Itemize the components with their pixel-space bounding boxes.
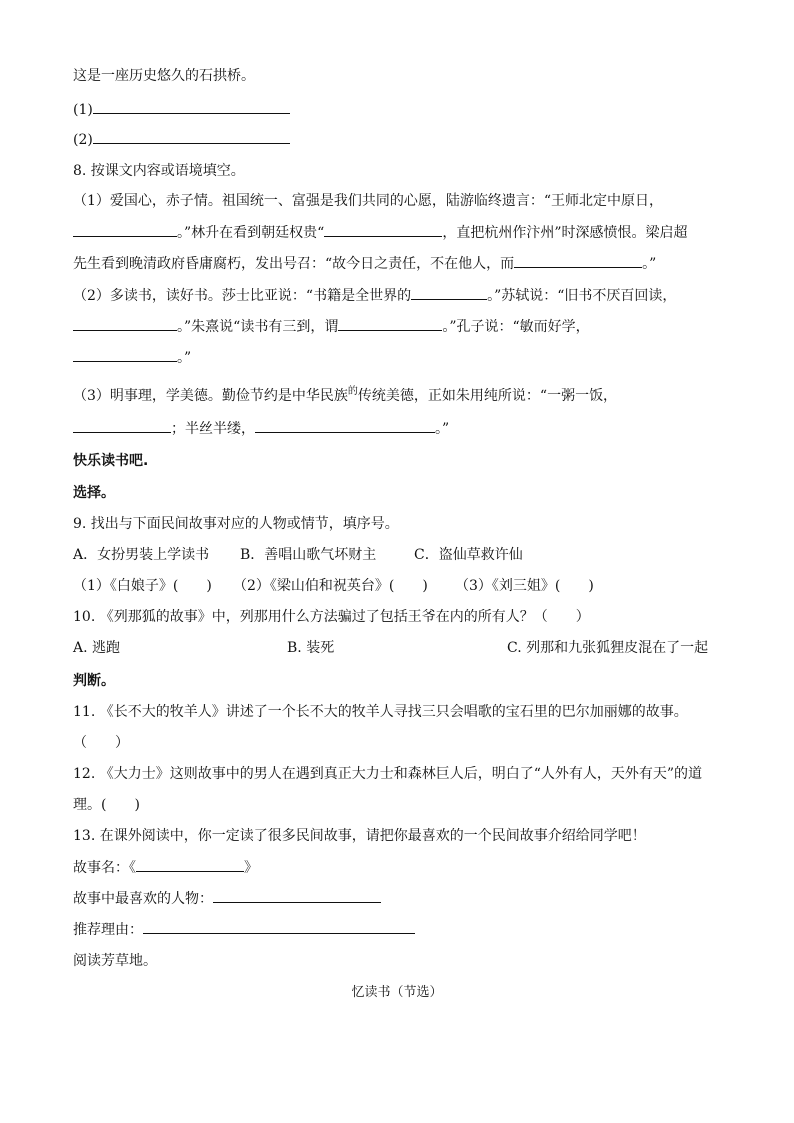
question-11-stem: 11. 《长不大的牧羊人》讲述了一个长不大的牧羊人寻找三只会唱歌的宝石里的巴尔加丽娜的故事。 — [73, 704, 688, 720]
answer-blank[interactable] — [93, 129, 290, 144]
text-span: 。”朱熹说“读书有三到，谓 — [177, 319, 339, 335]
passage-title: 忆读书（节选） — [351, 985, 443, 1000]
text-span: 故事中最喜欢的人物： — [73, 891, 213, 907]
question-8-part-1-line-2 — [73, 222, 687, 243]
story-name-line — [73, 857, 258, 878]
answer-blank[interactable] — [73, 316, 177, 331]
question-9-blank-2[interactable]: （2）《梁山伯和祝英台》( ) — [233, 578, 428, 594]
favorite-person-line — [73, 888, 381, 909]
text-span: （2）多读书，读好书。莎士比亚说：“书籍是全世界的 — [73, 288, 412, 304]
answer-blank[interactable] — [255, 418, 435, 433]
text-span: 传统美德，正如朱用纯所说：“一粥一饭， — [357, 388, 618, 404]
question-9-blank-3[interactable]: （3）《刘三姐》( ) — [455, 578, 594, 594]
text-span: 。” — [435, 421, 450, 437]
section-heading-reading: 快乐读书吧. — [73, 453, 149, 469]
answer-blank[interactable] — [324, 222, 442, 237]
reason-line — [73, 919, 415, 940]
question-12-stem: 12. 《大力士》这则故事中的男人在遇到真正大力士和森林巨人后，明白了“人外有人，天外有天”的道 — [73, 766, 703, 782]
question-8-stem: 8. 按课文内容或语境填空。 — [73, 163, 245, 179]
text-span: 的 — [347, 386, 358, 397]
answer-blank[interactable] — [514, 253, 642, 268]
text-span: 。” — [642, 256, 657, 272]
reason-blank[interactable] — [143, 919, 415, 934]
question-8-part-2-line-1 — [73, 285, 676, 306]
rewrite-line-1 — [73, 99, 290, 120]
question-10-stem: 10. 《列那狐的故事》中，列那用什么方法骗过了包括王爷在内的所有人？（ ） — [73, 609, 590, 625]
question-8-part-3-line-1 — [73, 386, 617, 408]
intro-sentence: 这是一座历史悠久的石拱桥。 — [73, 68, 255, 84]
rewrite-line-2 — [73, 129, 290, 150]
section-heading-reading-field: 阅读芳草地。 — [73, 953, 157, 969]
question-10-option-a[interactable]: A. 逃跑 — [73, 640, 121, 656]
question-9-option-b[interactable]: B．善唱山歌气坏财主 — [240, 547, 377, 563]
text-span: 。”孔子说：“敏而好学， — [442, 319, 590, 335]
rewrite-item-1-label: (1) — [73, 102, 93, 118]
text-span: （3）明事理，学美德。勤俭节约是中华民族 — [73, 388, 348, 404]
answer-blank[interactable] — [73, 222, 177, 237]
text-span: 。” — [177, 350, 192, 366]
text-span: 故事名：《 — [73, 860, 136, 876]
question-10-option-b[interactable]: B. 装死 — [287, 640, 335, 656]
question-9-blank-1[interactable]: （1）《白娘子》( ) — [73, 578, 212, 594]
text-span: 。”林升在看到朝廷权贵“ — [177, 225, 325, 241]
answer-blank[interactable] — [73, 418, 171, 433]
section-heading-judge: 判断。 — [73, 673, 115, 689]
question-12-answer[interactable]: 理。( ) — [73, 797, 140, 813]
question-8-part-2-line-3 — [73, 347, 191, 368]
rewrite-item-2-label: (2) — [73, 132, 93, 148]
text-span: ，直把杭州作汴州”时深感愤恨。梁启超 — [442, 225, 688, 241]
question-10-option-c[interactable]: C. 列那和九张狐狸皮混在了一起 — [507, 640, 709, 656]
question-8-part-2-line-2 — [73, 316, 590, 337]
answer-blank[interactable] — [93, 99, 290, 114]
text-span: ；半丝半缕， — [171, 421, 255, 437]
text-span: 》 — [244, 860, 258, 876]
question-9-option-c[interactable]: C．盗仙草救许仙 — [414, 547, 523, 563]
answer-blank[interactable] — [338, 316, 442, 331]
question-13-stem: 13. 在课外阅读中，你一定读了很多民间故事，请把你最喜欢的一个民间故事介绍给同学吧！ — [73, 828, 646, 844]
question-8-part-1-line-3 — [73, 253, 656, 274]
text-span: 先生看到晚清政府昏庸腐朽，发出号召：“故今日之责任，不在他人，而 — [73, 256, 515, 272]
question-8-part-3-line-2 — [73, 418, 449, 439]
question-9-option-a[interactable]: A．女扮男装上学读书 — [73, 547, 210, 563]
answer-blank[interactable] — [73, 347, 177, 362]
question-11-answer[interactable]: （ ） — [73, 735, 129, 751]
text-span: 。”苏轼说：“旧书不厌百回读， — [487, 288, 677, 304]
question-8-part-1-line-1: （1）爱国心，赤子情。祖国统一、富强是我们共同的心愿，陆游临终遗言：“王师北定中原日， — [73, 193, 664, 209]
answer-blank[interactable] — [411, 285, 487, 300]
story-name-blank[interactable] — [136, 857, 244, 872]
section-heading-choice: 选择。 — [73, 485, 115, 501]
favorite-person-blank[interactable] — [213, 888, 381, 903]
question-9-stem: 9. 找出与下面民间故事对应的人物或情节，填序号。 — [73, 516, 399, 532]
text-span: 推荐理由： — [73, 922, 143, 938]
